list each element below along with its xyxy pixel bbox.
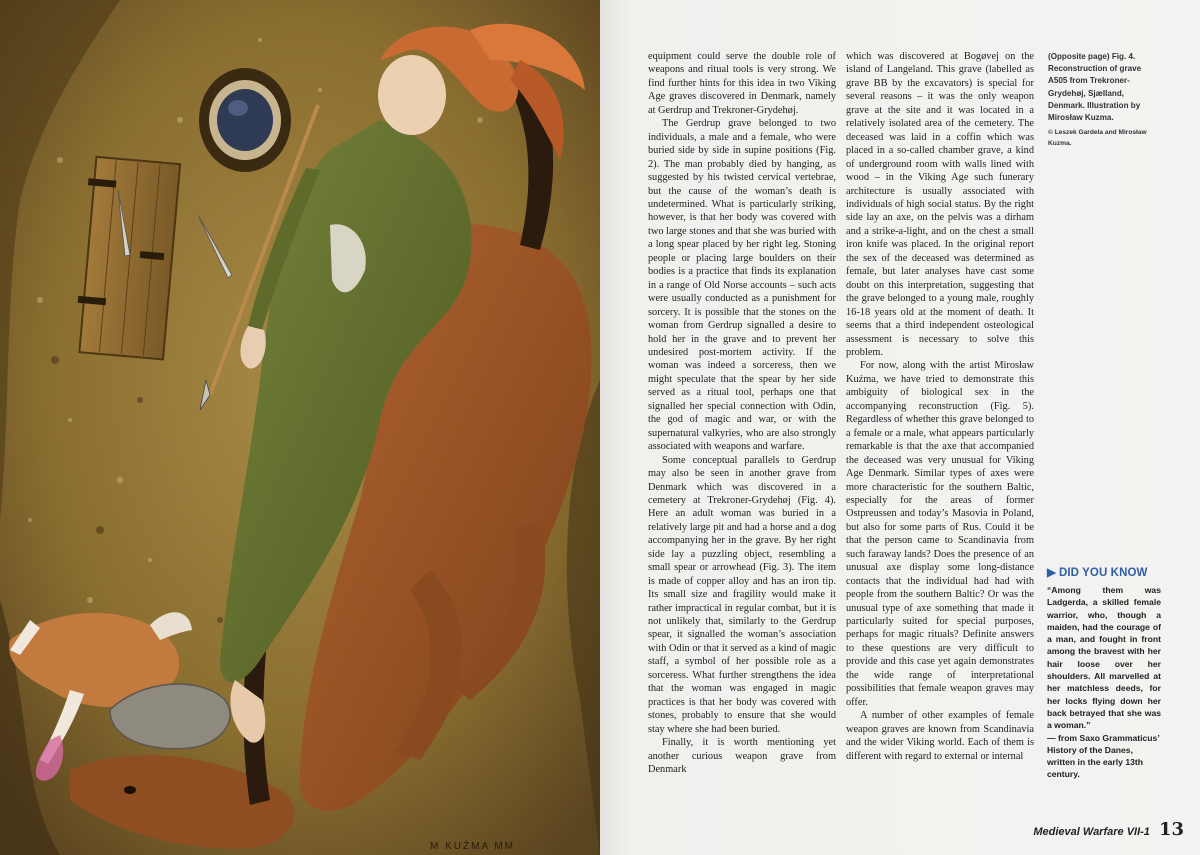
text-page [600,0,1200,855]
text-column-2 [846,50,1034,763]
text-column-1 [648,50,836,776]
sidebar-quote: “Among them was Ladgerda, a skilled female warrior, who, though a maiden, had the courage of a man, and fought in front among the bravest with her hair loose over her shoulders. All marvelled at her matchless deeds, for her locks flying down her back betrayed that she was a woman.” [1047,585,1161,731]
body-paragraph: which was discovered at Bogøvej on the island of Langeland. This grave (labelled as grave BB by the excavators) is special for several reasons – it was the only weapon grave at the site and it was located in a relatively isolated area of the cemetery. The deceased was laid in a coffin which was placed in a so-called chamber grave, a kind of underground room with walls lined with wood – in the Viking Age such funerary architecture is usually associated with individuals of high social status. By the right side lay an axe, on the pelvis was a dirham and a strike-a-light, and on the chest a small iron knife was placed. In the original report the sex of the deceased was determined as female, but later analyses have cast some doubt on this interpretation, suggesting that the grave belonged to a young male, roughly 16-18 years old at the moment of death. It seems that a third independent osteological assessment is necessary to solve this problem. [846,51,1034,358]
sidebar-title-text: DID YOU KNOW [1058,567,1148,579]
body-paragraph: For now, along with the artist Mirosław Kuźma, we have tried to demonstrate this ambiguity of biological sex in the accompanying reconstruction (Fig. 5). Regardless of whether this grave belonged to a female or a male, what appears particularly remarkable is that the axe that accompanied the deceased was very unusual for Viking Age Denmark. Similar types of axes were more characteristic for the southern Baltic, especially for the areas of former Ostpreussen and today’s Masovia in Poland, but also for some parts of Rus. Could it be that the person came to Scandinavia from such faraway lands? Does the presence of an unusual axe display some long-distance contacts that the individual had had with people from the southern Baltic? Or was the unusual type of axe something that made it particularly suited for special purposes, perhaps for magic rituals? Definite answers to these questions are very difficult to provide and this case yet again demonstrates the wide range of interpretational possibilities that female weapon graves may offer. [846,360,1034,708]
triangle-marker-icon: ▶ [1047,567,1056,579]
body-paragraph: equipment could serve the double role of weapons and ritual tools is very strong. We find further hints for this idea in two Viking Age graves discovered in Denmark, namely at Gerdrup and Trekroner-Grydehøj. [648,51,836,116]
sidebar-source: — from Saxo Grammaticus’ History of the Danes, written in the early 13th century. [1047,732,1160,780]
caption-text: (Opposite page) Fig. 4. Reconstruction of grave A505 from Trekroner-Grydehøj, Sjælland, Denmark. Illustration by Mirosław Kuzma. [1048,52,1142,123]
body-paragraph: The Gerdrup grave belonged to two individuals, a male and a female, who were buried side by side in supine positions (Fig. 2). The man probably died by hanging, as suggested by his twisted cervical vertebrae, but the cause of the woman’s death is undetermined. What is particularly striking, however, is that her body was covered with two large stones and that she was buried with a long spear placed by her right leg. Stoning people or placing large boulders on their bodies is a practice that finds its explanation in a range of Old Norse accounts – such acts were usually conducted as a punishment for sorcery. It is possible that the stones on the woman from Gerdrup signalled a desire to hold her in the grave and to prevent her undesired post-mortem activity. If the woman was indeed a sorceress, then we might speculate that the spear by her side served as a ritual tool, perhaps one that signalled her special connection with Odin, the god of magic and war, or with the supernatural valkyries, who are also strongly associated with weapons and warfare. [648,118,836,453]
page-footer [1033,819,1184,839]
sidebar-title [1047,566,1161,580]
artist-signature: M KUŹMA MM [430,841,515,852]
page-number: 13 [1158,819,1184,840]
body-paragraph: Finally, it is worth mentioning yet another curious weapon grave from Denmark [648,737,836,776]
caption-credit: © Leszek Gardela and Mirosław Kuzma. [1048,129,1147,147]
figure-caption [1048,51,1158,149]
body-paragraph: Some conceptual parallels to Gerdrup may also be seen in another grave from Denmark which was discovered in a cemetery at Trekroner-Grydehøj (Fig. 4). Here an adult woman was buried in a relatively large pit and had a horse and a dog accompanying her in the grave. By her right side lay a puzzling object, resembling a small spear or arrowhead (Fig. 3). The item is made of copper alloy and has an iron tip. Its small size and fragility would make it rather impractical in regular combat, but it is not unlikely that, similarly to the Gerdrup spear, it signalled the woman’s association with Odin or that it served as a kind of magic staff, a symbol of her possible role as a sorceress. What further strengthens the idea that the woman was engaged in magic practices is that her body was covered with stones, probably to ensure that she would stay where she had been buried. [648,454,836,735]
magazine-name: Medieval Warfare VII-1 [1033,826,1150,838]
did-you-know-box [1047,566,1161,781]
body-paragraph: A number of other examples of female weapon graves are known from Scandinavia and the wider Viking world. Each of them is different with regard to external or internal [846,710,1034,762]
